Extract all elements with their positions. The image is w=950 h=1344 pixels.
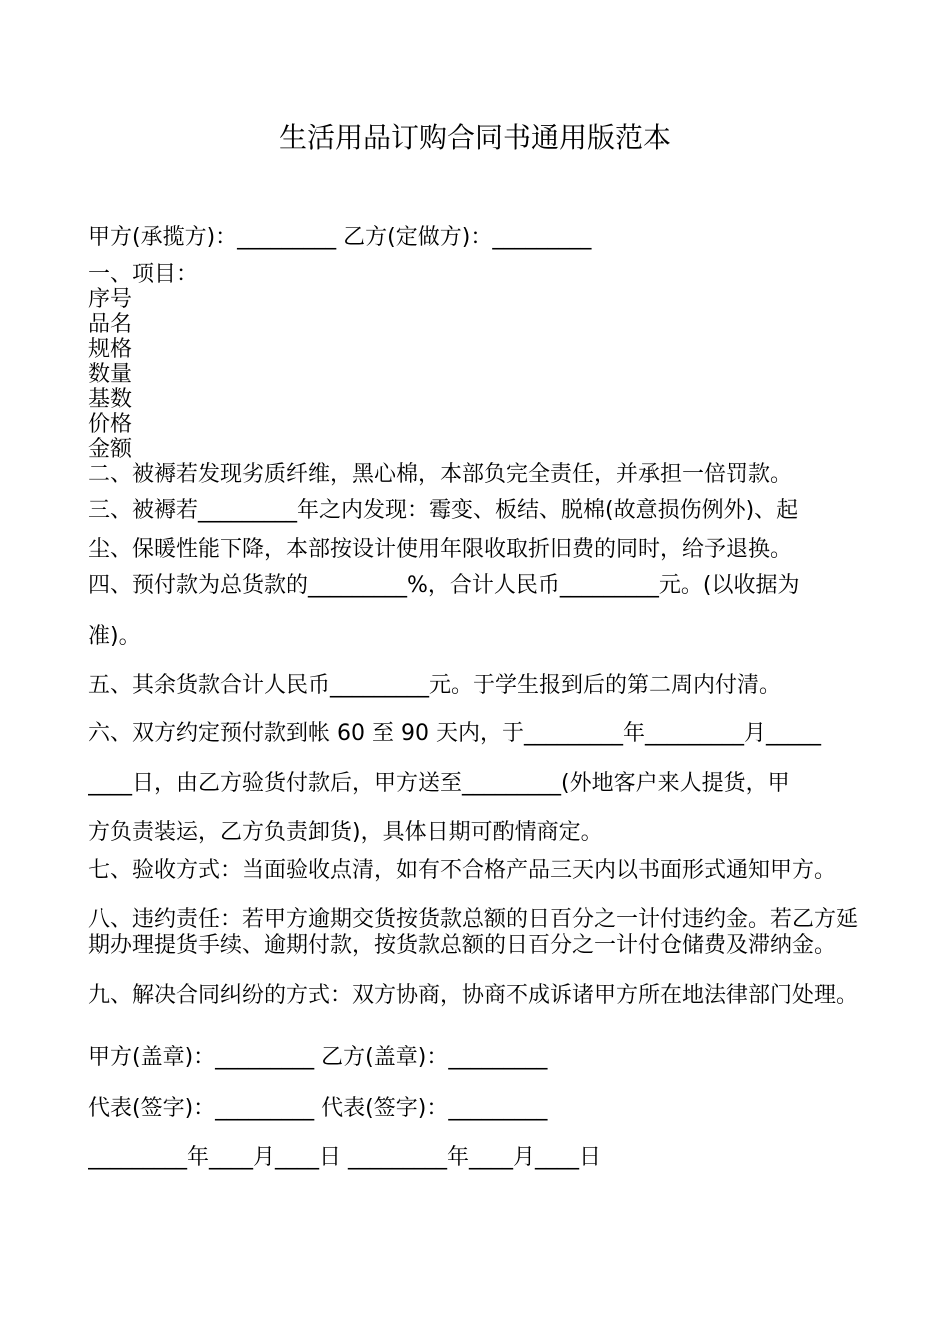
item-label: 序号 (88, 287, 133, 312)
item-label: 品名 (88, 312, 133, 337)
clause-6-line-2: ____日，由乙方验货付款后，甲方送至_________(外地客户来人提货，甲 (88, 771, 790, 796)
item-label: 金额 (88, 437, 133, 462)
signature-line: 代表(签字)：_________ 代表(签字)：_________ (88, 1096, 548, 1121)
clause-7: 七、验收方式：当面验收点清，如有不合格产品三天内以书面形式通知甲方。 (88, 858, 837, 883)
date-line: _________年____月____日 _________年____月____日 (88, 1145, 601, 1170)
clause-9: 九、解决合同纠纷的方式：双方协商，协商不成诉诸甲方所在地法律部门处理。 (88, 983, 859, 1008)
clause-5: 五、其余货款合计人民币_________元。于学生报到后的第二周内付清。 (88, 673, 782, 698)
clause-6-line-1: 六、双方约定预付款到帐 60 至 90 天内，于_________年_________月_____ (88, 721, 821, 746)
item-label: 价格 (88, 412, 133, 437)
items-heading: 一、项目： (88, 262, 199, 287)
parties-line: 甲方(承揽方)：_________ 乙方(定做方)：_________ (88, 225, 592, 250)
document-title: 生活用品订购合同书通用版范本 (278, 121, 671, 154)
clause-6-line-3: 方负责装运，乙方负责卸货)，具体日期可酌情商定。 (88, 820, 603, 845)
clause-3-line-1: 三、被褥若_________年之内发现：霉变、板结、脱棉(故意损伤例外)、起 (88, 498, 799, 523)
item-label: 规格 (88, 337, 133, 362)
seal-line: 甲方(盖章)：_________ 乙方(盖章)：_________ (88, 1045, 548, 1070)
clause-3-line-2: 尘、保暖性能下降，本部按设计使用年限收取折旧费的同时，给予退换。 (88, 537, 793, 562)
clause-2: 二、被褥若发现劣质纤维，黑心棉，本部负完全责任，并承担一倍罚款。 (88, 462, 793, 487)
item-label: 基数 (88, 387, 133, 412)
item-label: 数量 (88, 362, 133, 387)
clause-4-line-2: 准)。 (88, 624, 141, 649)
clause-4-line-1: 四、预付款为总货款的_________%，合计人民币_________元。(以收据为 (88, 573, 800, 598)
clause-8: 八、违约责任：若甲方逾期交货按货款总额的日百分之一计付违约金。若乙方延期办理提货手续、逾期付款，按货款总额的日百分之一计付仓储费及滞纳金。 (88, 907, 859, 958)
